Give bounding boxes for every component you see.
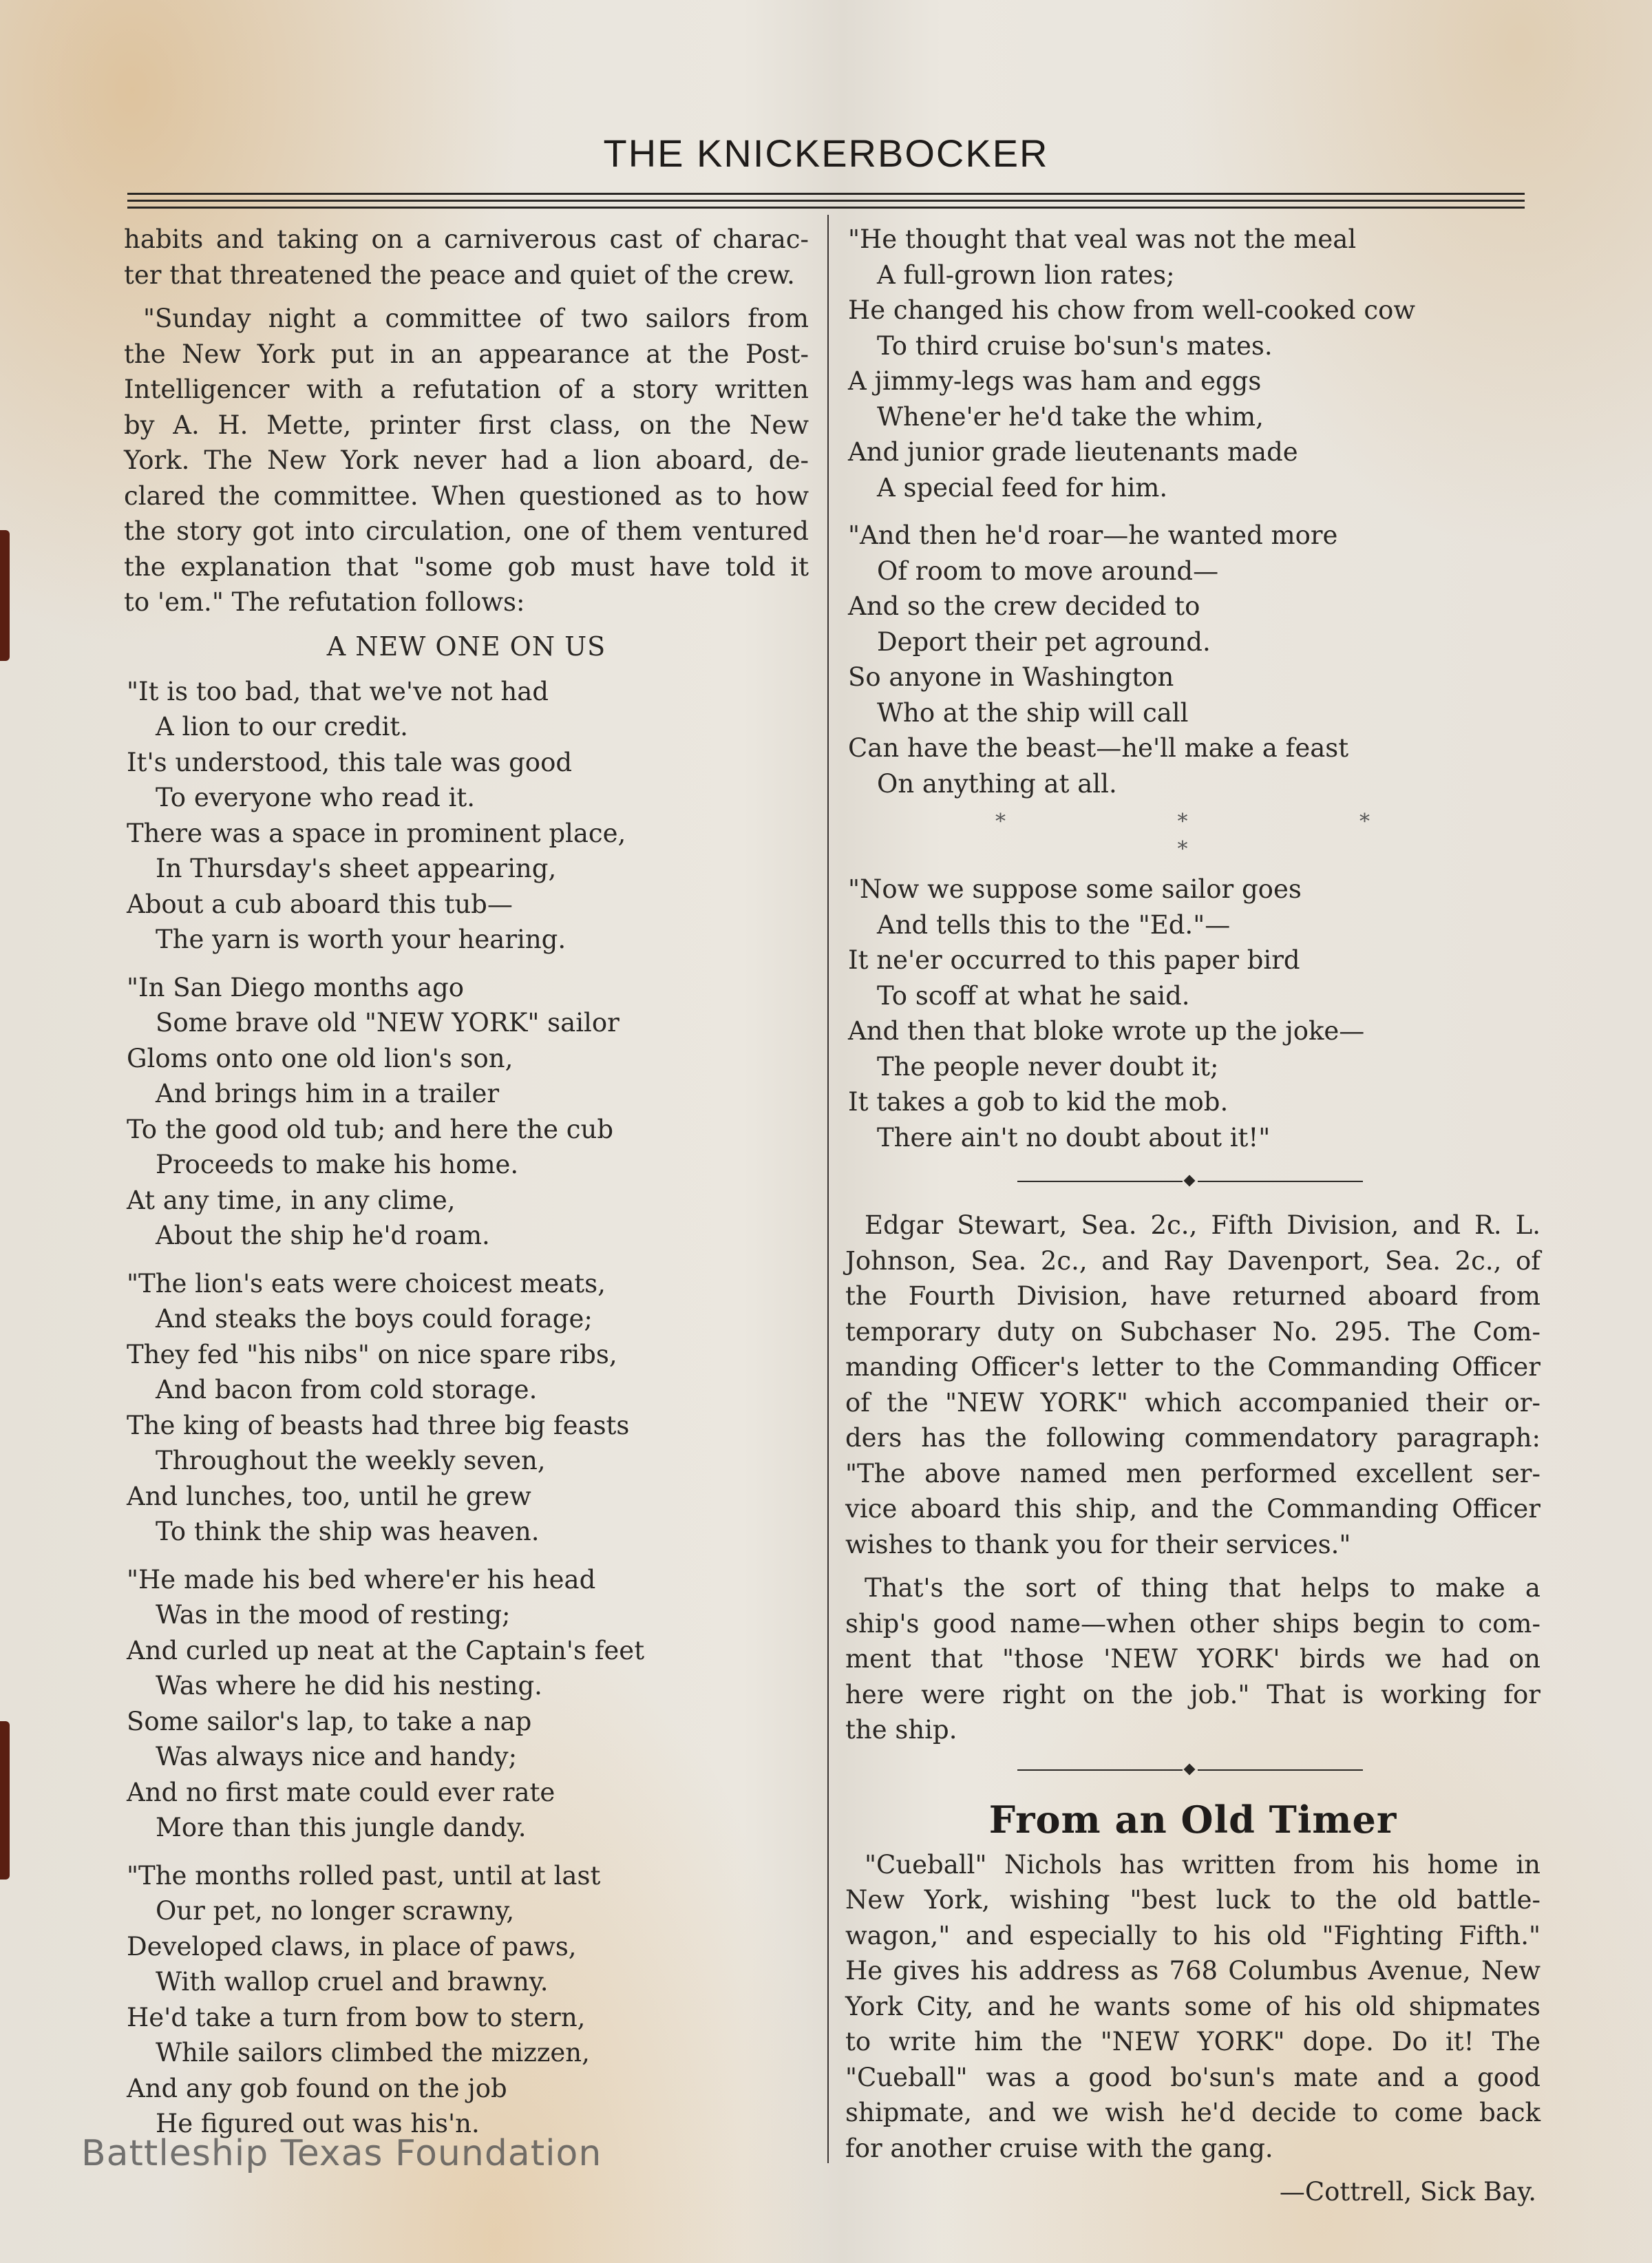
poem-line: Proceeds to make his home.: [156, 1150, 519, 1179]
poem-line: While sailors climbed the mizzen,: [156, 2038, 590, 2067]
poem-line: In Thursday's sheet appearing,: [156, 854, 557, 883]
text-line: "Cueball" was a good bo'sun's mate and a good: [845, 2062, 1540, 2092]
text-line: for another cruise with the gang.: [845, 2133, 1273, 2163]
poem-line: And junior grade lieutenants made: [848, 437, 1298, 467]
poem-line: Was always nice and handy;: [156, 1742, 518, 1771]
text-line: manding Officer's letter to the Commanding Officer: [845, 1352, 1540, 1382]
poem-line: And lunches, too, until he grew: [127, 1481, 531, 1511]
text-line: ment that "those 'NEW YORK' birds we had on: [845, 1644, 1540, 1674]
poem-line: And so the crew decided to: [848, 591, 1200, 621]
poem-line: A special feed for him.: [877, 472, 1168, 503]
poem-line: "The months rolled past, until at last: [127, 1860, 601, 1891]
poem-line: And bacon from cold storage.: [156, 1375, 538, 1404]
poem-line: So anyone in Washington: [848, 662, 1174, 692]
signature: —Cottrell, Sick Bay.: [1279, 2177, 1536, 2207]
poem-line: Can have the beast—he'll make a feast: [848, 733, 1349, 763]
poem-line: And no first mate could ever rate: [127, 1777, 555, 1807]
poem-line: It takes a gob to kid the mob.: [848, 1087, 1229, 1117]
poem-line: And then that bloke wrote up the joke—: [848, 1016, 1365, 1046]
poem-line: Was where he did his nesting.: [156, 1671, 542, 1701]
watermark: Battleship Texas Foundation: [81, 2133, 602, 2174]
poem-stanza: [127, 1858, 809, 2142]
text-line: "Sunday night a committee of two sailors from: [143, 304, 809, 333]
poem-line: More than this jungle dandy.: [156, 1813, 527, 1842]
poem-line: "It is too bad, that we've not had: [127, 676, 549, 706]
text-line: here were right on the job." That is working for: [845, 1679, 1540, 1709]
poem-stanza: [127, 970, 809, 1254]
poem-line: Deport their pet aground.: [877, 627, 1211, 657]
text-line: ship's good name—when other ships begin to com-: [845, 1608, 1540, 1639]
masthead-rule: [127, 193, 1525, 195]
masthead-rule: [127, 200, 1525, 202]
poem-line: To the good old tub; and here the cub: [127, 1114, 614, 1144]
text-line: "The above named men performed excellent ser-: [845, 1458, 1540, 1488]
poem-line: Was in the mood of resting;: [156, 1600, 511, 1630]
poem-line: And any gob found on the job: [127, 2073, 507, 2103]
poem-line: To everyone who read it.: [156, 783, 475, 812]
text-line: to 'em." The refutation follows:: [124, 587, 525, 617]
poem-line: "The lion's eats were choicest meats,: [127, 1268, 606, 1298]
poem-line: Some brave old "NEW YORK" sailor: [156, 1008, 620, 1038]
text-line: ders has the following commendatory paragraph:: [845, 1423, 1540, 1453]
ornamental-divider: [845, 1756, 1540, 1784]
article-headline: From an Old Timer: [988, 1797, 1397, 1842]
poem-line: To scoff at what he said.: [877, 980, 1190, 1011]
poem-stanza: [127, 1562, 809, 1846]
text-line: He gives his address as 768 Columbus Avenue, New: [845, 1956, 1540, 1986]
text-line: temporary duty on Subchaser No. 295. The Com-: [845, 1316, 1540, 1347]
poem-final-stanza: [845, 872, 1540, 1155]
stewart-paragraph: [845, 1208, 1540, 1562]
poem-stanza: [848, 872, 1540, 1155]
poem-title: A NEW ONE ON US: [326, 631, 606, 662]
poem-line: And brings him in a trailer: [156, 1079, 500, 1108]
poem-right: [845, 222, 1540, 801]
poem-line: "Now we suppose some sailor goes: [848, 874, 1302, 904]
poem-stanza: [127, 674, 809, 958]
text-line: New York, wishing "best luck to the old battle-: [845, 1885, 1540, 1915]
poem-line: "He made his bed where'er his head: [127, 1564, 596, 1594]
right-column: [845, 222, 1540, 2210]
poem-line: Gloms onto one old lion's son,: [127, 1043, 513, 1073]
text-line: wagon," and especially to his old "Fighting Fifth.": [845, 1920, 1540, 1950]
poem-line: About the ship he'd roam.: [156, 1221, 490, 1250]
poem-left: [124, 674, 809, 2142]
section-stars: * * * *: [995, 810, 1453, 861]
text-line: to write him the "NEW YORK" dope. Do it! The: [845, 2027, 1540, 2056]
text-line: the New York put in an appearance at the Post-: [124, 339, 809, 369]
text-line: clared the committee. When questioned as to how: [124, 481, 809, 511]
poem-line: They fed "his nibs" on nice spare ribs,: [127, 1339, 617, 1369]
text-line: Intelligencer with a refutation of a story written: [124, 375, 809, 404]
poem-line: Our pet, no longer scrawny,: [156, 1896, 515, 1926]
poem-line: Some sailor's lap, to take a nap: [127, 1706, 532, 1736]
poem-line: "He thought that veal was not the meal: [848, 224, 1357, 254]
text-line: Edgar Stewart, Sea. 2c., Fifth Division, and R. L.: [865, 1210, 1540, 1240]
masthead-rule: [127, 207, 1525, 209]
poem-line: And steaks the boys could forage;: [156, 1304, 593, 1334]
text-line: the explanation that "some gob must have told it: [124, 551, 809, 582]
text-line: habits and taking on a carniverous cast of charac-: [124, 224, 809, 254]
poem-line: A full-grown lion rates;: [877, 260, 1175, 290]
text-line: by A. H. Mette, printer first class, on the New: [124, 410, 809, 440]
poem-line: And tells this to the "Ed."—: [877, 909, 1231, 940]
text-line: the story got into circulation, one of them ventured: [124, 516, 809, 546]
poem-line: With wallop cruel and brawny.: [156, 1967, 549, 1997]
text-line: the ship.: [845, 1715, 957, 1745]
poem-line: There was a space in prominent place,: [127, 818, 626, 848]
text-line: That's the sort of thing that helps to make a: [865, 1573, 1540, 1603]
poem-line: He changed his chow from well-cooked cow: [848, 295, 1416, 325]
text-line: Johnson, Sea. 2c., and Ray Davenport, Sea. 2c., of: [845, 1245, 1540, 1276]
poem-line: Of room to move around—: [877, 556, 1219, 586]
binding-stain: [0, 530, 10, 661]
column-divider: [827, 215, 829, 2163]
text-line: vice aboard this ship, and the Commanding Officer: [845, 1494, 1540, 1524]
poem-line: To third cruise bo'sun's mates.: [877, 330, 1273, 361]
text-line: "Cueball" Nichols has written from his home in: [865, 1849, 1540, 1880]
poem-line: It ne'er occurred to this paper bird: [848, 945, 1300, 975]
poem-line: Developed claws, in place of paws,: [127, 1931, 577, 1961]
poem-line: A jimmy-legs was ham and eggs: [848, 366, 1262, 396]
poem-line: The people never doubt it;: [877, 1051, 1219, 1082]
poem-line: Whene'er he'd take the whim,: [877, 401, 1264, 432]
text-line: wishes to thank you for their services.": [845, 1529, 1351, 1559]
poem-line: Throughout the weekly seven,: [156, 1446, 546, 1475]
masthead-title: THE KNICKERBOCKER: [603, 131, 1049, 175]
text-line: York City, and he wants some of his old shipmates: [845, 1991, 1540, 2021]
text-line: York. The New York never had a lion aboard, de-: [124, 445, 809, 475]
ornamental-divider: [845, 1168, 1540, 1195]
text-line: of the "NEW YORK" which accompanied their or-: [845, 1387, 1540, 1418]
text-line: shipmate, and we wish he'd decide to come back: [845, 2098, 1540, 2127]
committee-paragraph: [124, 301, 809, 620]
poem-line: Who at the ship will call: [877, 697, 1189, 728]
poem-line: About a cub aboard this tub—: [127, 889, 513, 919]
poem-line: He'd take a turn from bow to stern,: [127, 2002, 586, 2032]
intro-paragraph: [124, 222, 809, 293]
poem-line: "And then he'd roar—he wanted more: [848, 520, 1338, 550]
poem-line: At any time, in any clime,: [127, 1185, 456, 1215]
text-line: ter that threatened the peace and quiet of the crew.: [124, 260, 795, 290]
poem-line: "In San Diego months ago: [127, 972, 464, 1002]
sort-paragraph: [845, 1570, 1540, 1748]
text-line: the Fourth Division, have returned aboard from: [845, 1281, 1540, 1311]
poem-line: The yarn is worth your hearing.: [156, 925, 566, 954]
poem-line: He figured out was his'n.: [156, 2109, 480, 2138]
poem-stanza: [848, 222, 1540, 505]
cueball-paragraph: [845, 1847, 1540, 2167]
poem-line: And curled up neat at the Captain's feet: [127, 1635, 645, 1665]
poem-line: To think the ship was heaven.: [156, 1517, 540, 1546]
poem-line: On anything at all.: [877, 768, 1117, 799]
poem-line: There ain't no doubt about it!": [877, 1122, 1271, 1152]
binding-stain: [0, 1721, 10, 1880]
poem-line: It's understood, this tale was good: [127, 747, 573, 777]
poem-line: A lion to our credit.: [156, 712, 408, 741]
poem-line: The king of beasts had three big feasts: [127, 1410, 630, 1440]
poem-stanza: [127, 1266, 809, 1550]
poem-stanza: [848, 518, 1540, 801]
left-column: [124, 222, 809, 2154]
